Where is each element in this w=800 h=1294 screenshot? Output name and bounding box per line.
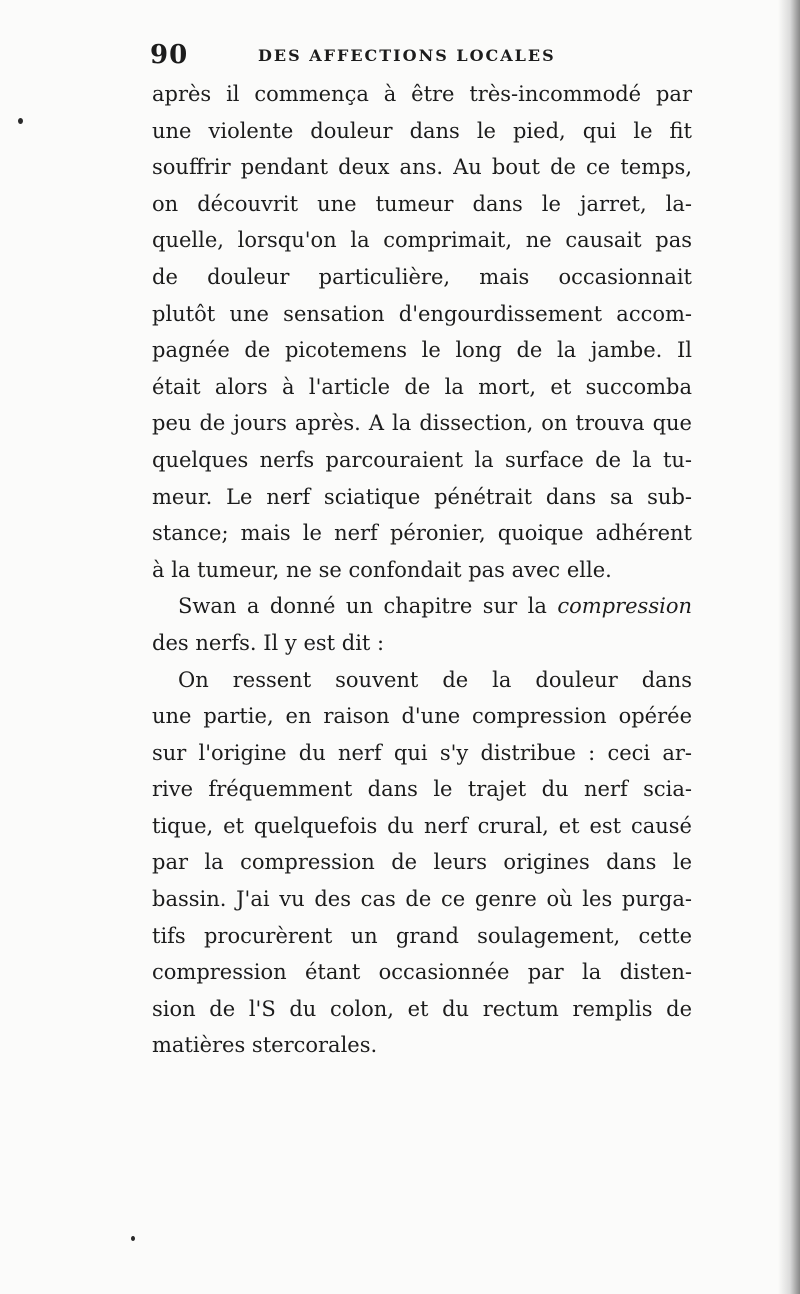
page-number: 90: [150, 40, 189, 70]
quote-line: On ressent souvent de la douleur dans: [178, 667, 692, 692]
quote-line: bassin. J'ai vu des cas de ce genre où les purga-: [152, 887, 692, 912]
quote-line: matières stercorales.: [152, 1033, 378, 1058]
swan-text: Swan a donné un chapitre sur la: [178, 594, 558, 619]
text-line: à la tumeur, ne se confondait pas avec elle.: [152, 557, 612, 582]
swan-paragraph-first-line: [152, 588, 692, 625]
text-line: pagnée de picotemens le long de la jambe. Il: [152, 338, 692, 363]
swan-italic-term: compression: [557, 594, 692, 619]
ink-speck: [18, 118, 23, 124]
page-edge-shadow: [778, 0, 800, 1294]
text-line: était alors à l'article de la mort, et succomba: [152, 374, 692, 399]
text-line: souffrir pendant deux ans. Au bout de ce temps,: [152, 155, 692, 180]
quote-line: rive fréquemment dans le trajet du nerf scia-: [152, 777, 692, 802]
text-line: après il commença à être très-incommodé par: [152, 82, 692, 106]
quote-line: par la compression de leurs origines dans le: [152, 850, 692, 875]
page-header: [150, 40, 690, 70]
text-line: on découvrit une tumeur dans le jarret, la-: [152, 191, 692, 216]
text-line: de douleur particulière, mais occasionnait: [152, 264, 692, 289]
text-line: quelle, lorsqu'on la comprimait, ne causait pas: [152, 228, 692, 253]
quote-line: sion de l'S du colon, et du rectum remplis de: [152, 996, 692, 1021]
text-line: une violente douleur dans le pied, qui le fit: [152, 118, 692, 143]
quote-line: une partie, en raison d'une compression opérée: [152, 704, 692, 729]
body-text: [152, 76, 692, 1064]
quote-line: compression étant occasionnée par la disten-: [152, 960, 692, 985]
ink-speck: [131, 1236, 135, 1241]
swan-paragraph-second-line: des nerfs. Il y est dit :: [152, 630, 385, 655]
running-title: DES AFFECTIONS LOCALES: [258, 46, 556, 65]
text-line: peu de jours après. A la dissection, on trouva que: [152, 411, 692, 436]
text-line: stance; mais le nerf péronier, quoique adhérent: [152, 521, 692, 546]
quote-line: tifs procurèrent un grand soulagement, cette: [152, 923, 692, 948]
quote-line: tique, et quelquefois du nerf crural, et est causé: [152, 813, 692, 838]
text-line: plutôt une sensation d'engourdissement accom-: [152, 301, 692, 326]
text-line: quelques nerfs parcouraient la surface de la tu-: [152, 447, 692, 472]
quote-line: sur l'origine du nerf qui s'y distribue : ceci ar-: [152, 740, 692, 765]
text-line: meur. Le nerf sciatique pénétrait dans sa sub-: [152, 484, 692, 509]
